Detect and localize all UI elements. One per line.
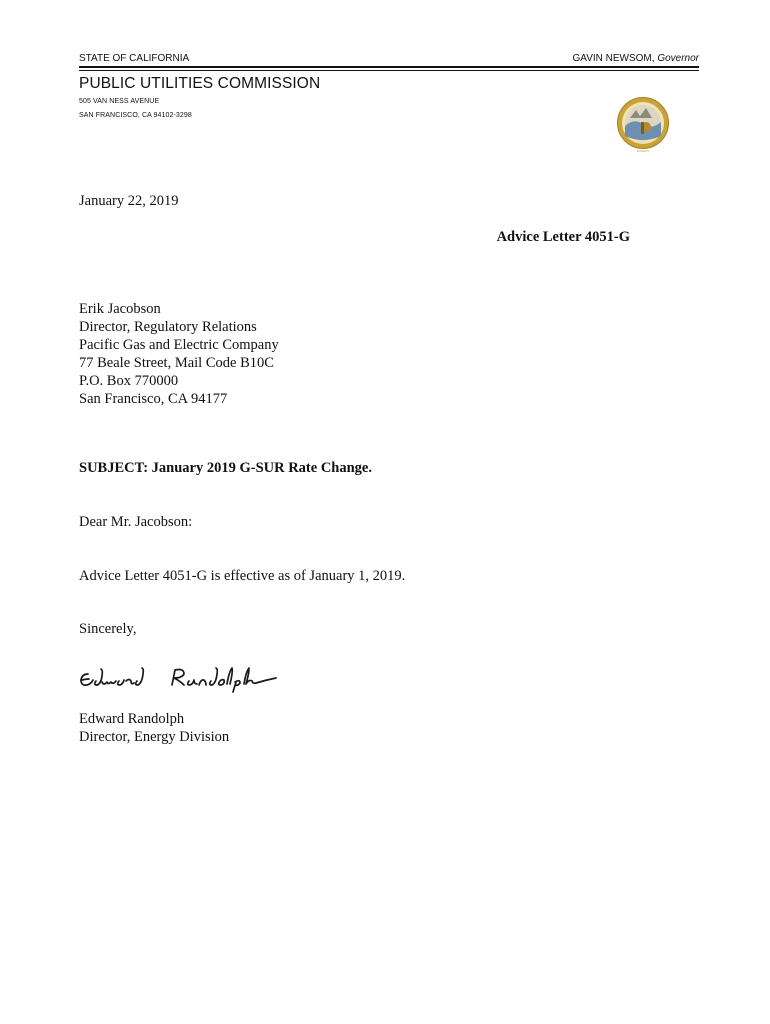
recipient-line: Erik Jacobson <box>79 301 161 317</box>
letter-subject: SUBJECT: January 2019 G-SUR Rate Change. <box>79 460 372 476</box>
agency-address-line1: 505 VAN NESS AVENUE <box>79 98 160 105</box>
recipient-line: P.O. Box 770000 <box>79 373 179 389</box>
signer-block <box>79 710 229 746</box>
recipient-line: Pacific Gas and Electric Company <box>79 337 279 353</box>
signer-name: Edward Randolph <box>79 711 185 727</box>
governor-line <box>572 53 699 64</box>
advice-letter-reference: Advice Letter 4051-G <box>496 229 630 245</box>
letter-date: January 22, 2019 <box>79 193 179 209</box>
letterhead-topbar <box>79 53 699 67</box>
california-state-seal-icon <box>616 96 670 154</box>
recipient-line: 77 Beale Street, Mail Code B10C <box>79 355 274 371</box>
handwritten-signature <box>76 660 281 696</box>
letter-body: Advice Letter 4051-G is effective as of January 1, 2019. <box>79 568 406 584</box>
recipient-line: San Francisco, CA 94177 <box>79 391 228 407</box>
agency-name: PUBLIC UTILITIES COMMISSION <box>79 75 321 92</box>
governor-name: GAVIN NEWSOM, <box>572 53 655 64</box>
state-name: STATE OF CALIFORNIA <box>79 53 190 64</box>
letter-closing: Sincerely, <box>79 621 137 637</box>
governor-title: Governor <box>657 53 699 64</box>
letterhead-rule-thick <box>79 66 699 68</box>
recipient-address-block <box>79 300 279 408</box>
agency-address-line2: SAN FRANCISCO, CA 94102-3298 <box>79 112 192 119</box>
recipient-line: Director, Regulatory Relations <box>79 319 257 335</box>
svg-text:EUREKA: EUREKA <box>636 149 650 153</box>
letterhead-rule-thin <box>79 70 699 71</box>
letter-salutation: Dear Mr. Jacobson: <box>79 514 193 530</box>
signer-title: Director, Energy Division <box>79 729 230 745</box>
